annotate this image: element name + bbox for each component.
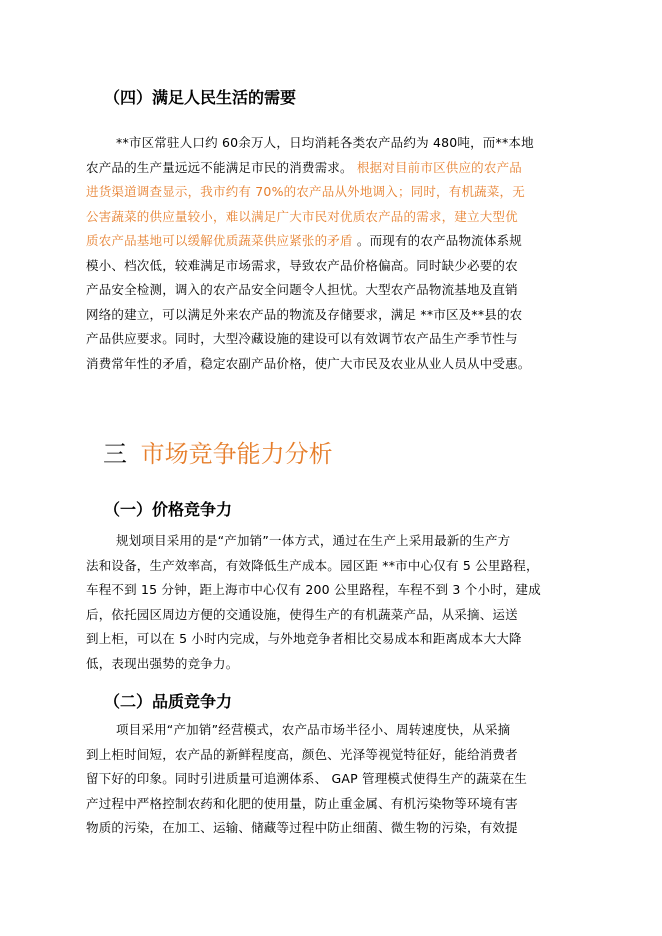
text-run: 消费常年性的矛盾，稳定农副产品价格，使广大市民及农业从业人员从中受惠。 [86,355,531,371]
text-run: 模小、档次低，较难满足市场需求，导致农产品价格偏高。同时缺少必要的农 [86,257,518,273]
paragraph-line: 低，表现出强势的竞争力。 [86,655,239,671]
paragraph-line [86,180,546,205]
paragraph-line: 车程不到 15 分钟，距上海市中心仅有 200 公里路程，车程不到 3 个小时，建成 [86,582,541,597]
text-run: 农产品的生产量远远不能满足市民的消费需求。 [86,159,357,175]
text-run: 。而现有的农产品物流体系规 [352,233,522,248]
paragraph-line: 到上柜，可以在 5 小时内完成，与外地竞争者相比交易成本和距离成本大大降 [86,631,522,646]
highlighted-text-run: 质农产品基地可以缓解优质蔬菜供应紧张的矛盾 [86,233,353,248]
section-3-2-paragraph [86,718,546,841]
paragraph-line [86,303,546,328]
section-3-2-heading: （二）品质竞争力 [104,692,233,711]
chapter-number: 三 [103,440,127,468]
paragraph-line: 法和设备，生产效率高，有效降低生产成本。园区距 **市中心仅有 5 公里路程， [86,557,539,573]
text-run: 网络的建立，可以满足外来农产品的物流及存储要求，满足 **市区及**县的农 [86,306,523,322]
paragraph-line [86,278,546,303]
paragraph-line: 后，依托园区周边方便的交通设施，使得生产的有机蔬菜产品，从采摘、运送 [86,606,518,622]
section-4-heading: （四）满足人民生活的需要 [104,88,297,107]
section-3-1-heading: （一）价格竞争力 [104,500,233,519]
paragraph-line [86,254,546,279]
paragraph-line [86,327,546,352]
highlighted-text-run: 公害蔬菜的供应量较小，难以满足广大市民对优质农产品的需求，建立大型优 [86,208,518,224]
highlighted-text-run: 进货渠道调查显示，我市约有 70%的农产品从外地调入；同时，有机蔬菜，无 [86,184,525,199]
paragraph-line [86,205,546,230]
paragraph-line [86,352,546,377]
paragraph-line: 到上柜时间短，农产品的新鲜程度高，颜色、光泽等视觉特征好，能给消费者 [86,746,518,762]
paragraph-line [86,131,546,156]
text-run: **市区常驻人口约 60余万人，日均消耗各类农产品约为 480吨，而**本地 [116,135,534,150]
text-run: 产品安全检测，调入的农产品安全问题令人担忧。大型农产品物流基地及直销 [86,282,518,297]
paragraph-line: 项目采用“产加销”经营模式，农产品市场半径小、周转速度快，从采摘 [116,722,511,737]
paragraph-line [86,156,546,181]
paragraph-line: 产过程中严格控制农药和化肥的使用量，防止重金属、有机污染物等环境有害 [86,795,518,811]
chapter-3-title [103,438,333,470]
paragraph-line: 规划项目采用的是“产加销”一体方式，通过在生产上采用最新的生产方 [116,533,511,548]
paragraph-line: 留下好的印象。同时引进质量可追溯体系、 GAP 管理模式使得生产的蔬菜在生 [86,771,528,786]
text-run: 产品供应要求。同时，大型冷藏设施的建设可以有效调节农产品生产季节性与 [86,331,518,346]
section-3-1-paragraph [86,529,546,676]
section-4-paragraph [86,131,546,376]
highlighted-text-run: 根据对目前市区供应的农产品 [356,159,522,175]
paragraph-line: 物质的污染，在加工、运输、储藏等过程中防止细菌、微生物的污染，有效提 [86,820,518,835]
chapter-title-text: 市场竞争能力分析 [140,440,333,468]
paragraph-line [86,229,546,254]
